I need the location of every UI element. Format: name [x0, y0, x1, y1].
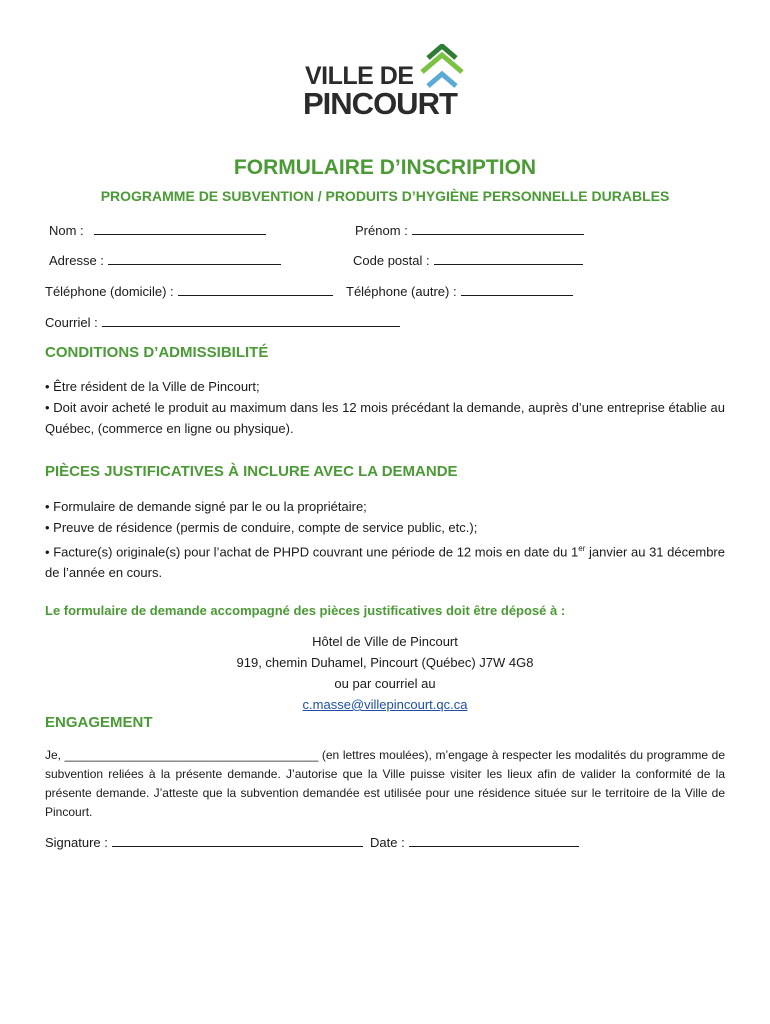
engagement-text: Je, ______________________________________ (en lettres moulées), m’engage à respecter les modalités du programme de subvention reliées à la présente demande. J’autorise que la Ville puisse visiter les lieux afin de valider la conformité de la présente demande. J’atteste que la subvention demandée est utilisée pour une résidence située sur le territoire de la Ville de Pincourt.	[45, 748, 725, 819]
nom-field[interactable]	[49, 222, 266, 238]
email-link[interactable]: c.masse@villepincourt.qc.ca	[302, 697, 468, 712]
tel-autre-field[interactable]	[346, 283, 573, 299]
signature-field[interactable]	[45, 834, 363, 850]
pieces-item-1: • Formulaire de demande signé par le ou la propriétaire;	[45, 499, 367, 514]
form-title: FORMULAIRE D’INSCRIPTION	[233, 156, 537, 179]
pieces-item-3-a: • Facture(s) originale(s) pour l’achat de PHPD couvrant une période de 12 mois en date du 1	[45, 544, 579, 560]
form-subtitle: PROGRAMME DE SUBVENTION / PRODUITS D’HYGIÈNE PERSONNELLE DURABLES	[100, 188, 670, 204]
engagement-heading: ENGAGEMENT	[45, 714, 153, 731]
pieces-list	[45, 496, 725, 583]
courriel-label: Courriel :	[45, 315, 98, 330]
tel-autre-input-line[interactable]	[461, 283, 573, 296]
courriel-input-line[interactable]	[102, 314, 400, 327]
courriel-field[interactable]	[45, 314, 400, 330]
date-field[interactable]	[370, 834, 579, 850]
adresse-input-line[interactable]	[108, 252, 281, 265]
adresse-label: Adresse :	[49, 253, 104, 268]
logo	[300, 44, 470, 124]
chevrons-logo-icon	[418, 44, 466, 90]
tel-autre-label: Téléphone (autre) :	[346, 284, 457, 299]
code-postal-field[interactable]	[353, 252, 583, 268]
logo-line2: PINCOURT	[303, 86, 457, 121]
pieces-heading: PIÈCES JUSTIFICATIVES À INCLURE AVEC LA DEMANDE	[45, 463, 458, 480]
prenom-input-line[interactable]	[412, 222, 584, 235]
depot-note: Le formulaire de demande accompagné des pièces justificatives doit être déposé à :	[45, 603, 566, 618]
code-postal-input-line[interactable]	[434, 252, 583, 265]
tel-domicile-input-line[interactable]	[178, 283, 333, 296]
depot-line-1: Hôtel de Ville de Pincourt	[312, 634, 458, 649]
tel-domicile-label: Téléphone (domicile) :	[45, 284, 174, 299]
logo-line1: VILLE DE	[305, 62, 414, 90]
nom-input-line[interactable]	[94, 222, 266, 235]
conditions-heading: CONDITIONS D’ADMISSIBILITÉ	[45, 344, 269, 361]
adresse-field[interactable]	[49, 252, 281, 268]
signature-label: Signature :	[45, 835, 108, 850]
depot-line-3: ou par courriel au	[334, 676, 436, 691]
pieces-item-2: • Preuve de résidence (permis de conduire, compte de service public, etc.);	[45, 520, 478, 535]
signature-input-line[interactable]	[112, 834, 363, 847]
pieces-item-3	[45, 538, 725, 583]
depot-line-2: 919, chemin Duhamel, Pincourt (Québec) J7W 4G8	[236, 655, 534, 670]
code-postal-label: Code postal :	[353, 253, 430, 268]
conditions-item-2: • Doit avoir acheté le produit au maximum dans les 12 mois précédant la demande, auprès d’une entreprise établie au Québec, (commerce en ligne ou physique).	[45, 400, 725, 436]
prenom-label: Prénom :	[355, 223, 408, 238]
prenom-field[interactable]	[355, 222, 584, 238]
pieces-item-3-sup: er	[578, 544, 586, 553]
pieces-item-3-b: janvier au 31 décembre de l’année en cours.	[45, 544, 725, 581]
date-input-line[interactable]	[409, 834, 579, 847]
conditions-item-1: • Être résident de la Ville de Pincourt;	[45, 379, 260, 394]
depot-address	[0, 631, 770, 715]
date-label: Date :	[370, 835, 405, 850]
conditions-list	[45, 376, 725, 439]
nom-label: Nom :	[49, 223, 84, 238]
tel-domicile-field[interactable]	[45, 283, 333, 299]
